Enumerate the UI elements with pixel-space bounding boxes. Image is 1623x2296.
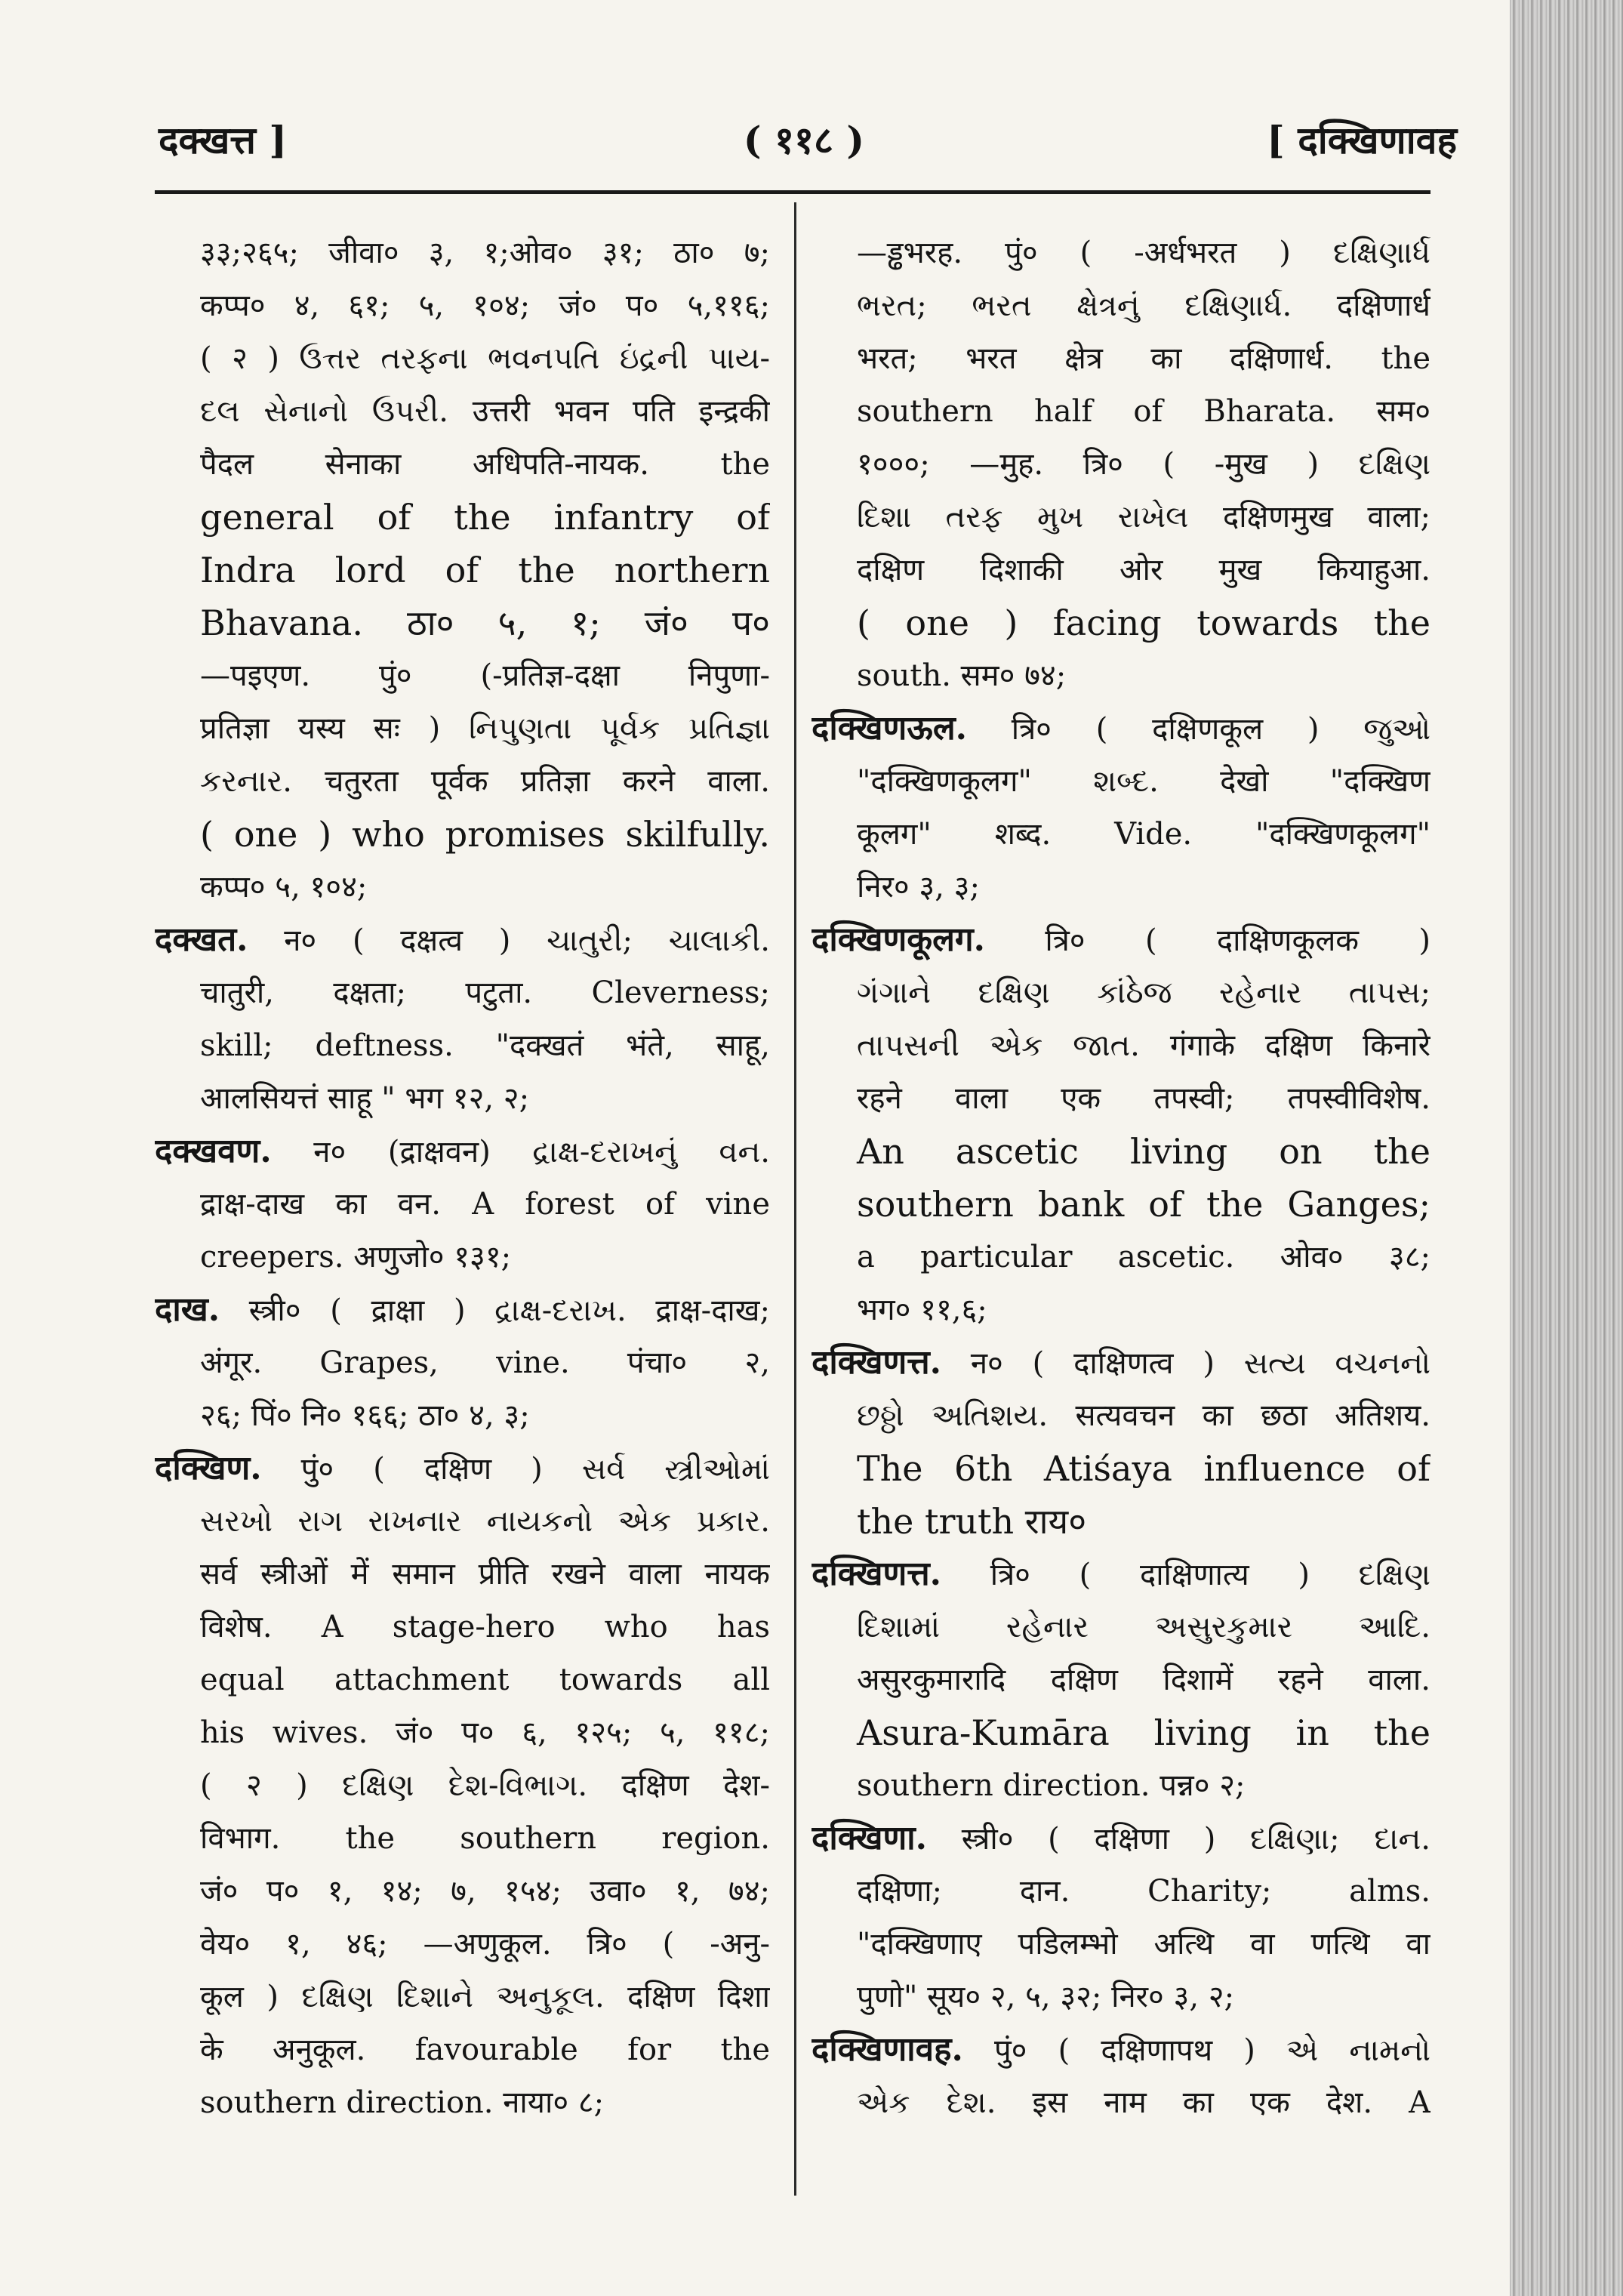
entry-headword-line xyxy=(155,1442,770,1495)
line-text: ( one ) who promises skilfully. xyxy=(200,814,770,855)
entry-text-line xyxy=(155,1653,770,1706)
entry-text-line xyxy=(812,491,1431,544)
line-text: प्रतिज्ञा यस्य सः ) નિપુણતા પૂર્વક પ્રતિજ્ઞા xyxy=(200,711,770,746)
line-text: विभाग. the southern region. xyxy=(200,1821,770,1856)
entry-text-line xyxy=(812,1284,1431,1336)
line-text: भग० ११,६; xyxy=(857,1293,987,1327)
entry-headword-line xyxy=(812,914,1431,966)
line-text: દિશામાં રહેનાર અસુરકુમાર આદિ. xyxy=(857,1610,1431,1644)
entry-text-line xyxy=(155,1548,770,1601)
entry-text-line xyxy=(155,1865,770,1918)
line-text: his wives. जं० प० ६, १२५; ५, ११८; xyxy=(200,1715,770,1750)
entry-text-line xyxy=(155,2023,770,2076)
line-text: દલ સેનાનો ઉપરી. उत्तरी भवन पति इन्द्रकी xyxy=(200,394,770,429)
line-text: द्राक्ष-दाख का वन. A forest of vine xyxy=(200,1187,770,1222)
entry-headword-line xyxy=(812,702,1431,755)
line-text: ગંગાને દક્ષિણ કાંઠેજ રહેનાર તાપસ; xyxy=(857,975,1431,1010)
page-number: ( ११८ ) xyxy=(743,118,865,162)
line-text: skill; deftness. "दक्खतं भंते, साहू, xyxy=(200,1028,770,1063)
entry-text-line xyxy=(812,861,1431,914)
line-text: equal attachment towards all xyxy=(200,1663,770,1697)
line-text: ( २ ) દક્ષિણ દેશ-વિભાગ. दक्षिण देश- xyxy=(200,1768,770,1803)
line-text: southern half of Bharata. सम० xyxy=(857,394,1431,429)
headword: दक्खिण. xyxy=(155,1449,262,1487)
headword: दक्खिणत्त. xyxy=(812,1555,942,1593)
entry-text-line xyxy=(812,1072,1431,1125)
entry-headword-line xyxy=(155,914,770,966)
line-text: के अनुकूल. favourable for the xyxy=(200,2032,770,2067)
entry-text-line xyxy=(812,649,1431,702)
entry-text-line xyxy=(812,385,1431,438)
entry-text-line xyxy=(155,1812,770,1865)
entry-text-line xyxy=(155,966,770,1019)
line-text: general of the infantry of xyxy=(200,497,770,538)
line-text: south. सम० ७४; xyxy=(857,658,1067,693)
line-text: विशेष. A stage-hero who has xyxy=(200,1610,770,1644)
line-text: पुणो" सूय० २, ५, ३२; निर० ३, २; xyxy=(857,1980,1235,2014)
line-text: Indra lord of the northern xyxy=(200,550,770,590)
line-text: ३३;२६५; जीवा० ३, १;ओव० ३१; ठा० ७; xyxy=(200,236,770,270)
line-text: निर० ३, ३; xyxy=(857,870,980,905)
line-text: असुरकुमारादि दक्षिण दिशामें रहने वाला. xyxy=(857,1663,1431,1697)
entry-text-line xyxy=(812,1601,1431,1653)
line-text: न० ( दाक्षिणत्व ) સત્ય વચનનો xyxy=(941,1346,1431,1381)
line-text: पुं० ( दक्षिण ) સર્વ સ્ત્રીઓમાં xyxy=(261,1452,770,1487)
entry-text-line xyxy=(155,649,770,702)
entry-text-line xyxy=(155,1019,770,1072)
headword: दक्खिणा. xyxy=(812,1819,927,1857)
entry-text-line xyxy=(155,861,770,914)
headword: दक्खिणकूलग. xyxy=(812,920,985,959)
line-text: त्रि० ( दाक्षिणात्य ) દક્ષિણ xyxy=(941,1558,1431,1592)
entry-text-line xyxy=(812,1865,1431,1918)
line-text: पैदल सेनाका अधिपति-नायक. the xyxy=(200,447,770,482)
header-left-guideword: दक्खत्त ] xyxy=(159,118,288,162)
entry-text-line xyxy=(812,808,1431,861)
line-text: जं० प० १, १४; ७, १५४; उवा० १, ७४; xyxy=(200,1874,770,1909)
entry-text-line xyxy=(155,1706,770,1759)
entry-text-line xyxy=(812,279,1431,332)
header-rule xyxy=(155,190,1431,194)
line-text: છઠ્ઠો અતિશય. सत्यवचन का छठा अतिशय. xyxy=(857,1398,1431,1433)
line-text: એક દેશ. इस नाम का एक देश. A xyxy=(857,2085,1431,2120)
line-text: चातुरी, दक्षता; पटुता. Cleverness; xyxy=(200,975,770,1010)
line-text: —ड्ढभरह. पुं० ( -अर्धभरत ) દક્ષિણાર્ધ xyxy=(857,236,1431,270)
entry-text-line xyxy=(812,1178,1431,1231)
line-text: पुं० ( दक्षिणापथ ) એ નામનો xyxy=(962,2033,1431,2068)
entry-text-line xyxy=(155,279,770,332)
line-text: Asura-Kumāra living in the xyxy=(857,1712,1431,1753)
entry-text-line xyxy=(155,438,770,491)
entry-text-line xyxy=(155,1495,770,1548)
line-text: તાપસની એક જાત. गंगाके दक्षिण किनारे xyxy=(857,1028,1431,1063)
entry-text-line xyxy=(155,1601,770,1653)
entry-text-line xyxy=(155,702,770,755)
entry-text-line xyxy=(155,385,770,438)
entry-text-line xyxy=(155,1918,770,1971)
line-text: દિશા તરફ મુખ રાખેલ दक्षिणमुख वाला; xyxy=(857,500,1431,535)
line-text: न० (द्राक्षवन) દ્રાક્ષ-દરાખનું વન. xyxy=(271,1135,770,1170)
entry-text-line xyxy=(812,966,1431,1019)
entry-text-line xyxy=(812,1019,1431,1072)
entry-text-line xyxy=(155,544,770,596)
entry-text-line xyxy=(812,1231,1431,1284)
line-text: दक्षिणा; दान. Charity; alms. xyxy=(857,1874,1431,1909)
line-text: न० ( दक्षत्व ) ચાતુરી; ચાલાકી. xyxy=(248,923,770,958)
entry-text-line xyxy=(155,1971,770,2023)
entry-headword-line xyxy=(155,1284,770,1336)
entry-text-line xyxy=(812,1653,1431,1706)
line-text: त्रि० ( दक्षिणकूल ) જુઓ xyxy=(966,712,1431,747)
line-text: स्त्री० ( द्राक्षा ) દ્રાક્ષ-દરાખ. द्राक्ष-दाख; xyxy=(220,1293,770,1328)
line-text: अंगूर. Grapes, vine. पंचा० २, xyxy=(200,1345,770,1380)
entry-headword-line xyxy=(812,2023,1431,2076)
entry-text-line xyxy=(155,332,770,385)
entry-text-line xyxy=(812,755,1431,808)
line-text: वेय० १, ४६; —अणुकूल. त्रि० ( -अनु- xyxy=(200,1927,770,1962)
line-text: સરખો રાગ રાખનાર નાયકનો એક પ્રકાર. xyxy=(200,1504,770,1539)
entry-headword-line xyxy=(812,1336,1431,1389)
line-text: ( one ) facing towards the xyxy=(857,603,1431,643)
headword: दक्खिणावह. xyxy=(812,2030,963,2069)
entry-text-line xyxy=(812,1125,1431,1178)
entry-text-line xyxy=(812,1706,1431,1759)
entry-text-line xyxy=(155,1759,770,1812)
line-text: southern direction. पन्न० २; xyxy=(857,1768,1246,1803)
entry-text-line xyxy=(812,1389,1431,1442)
line-text: कूलग" शब्द. Vide. "दक्खिणकूलग" xyxy=(857,817,1431,852)
entry-text-line xyxy=(155,1231,770,1284)
entry-text-line xyxy=(155,1336,770,1389)
headword: दक्खिणऊल. xyxy=(812,709,967,747)
entry-text-line xyxy=(812,1918,1431,1971)
entry-text-line xyxy=(812,227,1431,279)
headword: दाख. xyxy=(155,1290,220,1329)
left-column xyxy=(155,227,770,2129)
entry-text-line xyxy=(155,1389,770,1442)
line-text: रहने वाला एक तपस्वी; तपस्वीविशेष. xyxy=(857,1081,1431,1116)
entry-text-line xyxy=(812,1495,1431,1548)
line-text: કરનાર. चतुरता पूर्वक प्रतिज्ञा करने वाला. xyxy=(200,764,770,799)
header-right-guideword: [ दक्खिणावह xyxy=(1267,118,1457,162)
book-edge-shading xyxy=(1510,0,1623,2296)
line-text: The 6th Atiśaya influence of xyxy=(857,1448,1431,1489)
entry-text-line xyxy=(155,227,770,279)
line-text: ભરત; ભરત ક્ષેત્રનું દક્ષિણાર્ધ. दक्षिणार्ध xyxy=(857,288,1431,323)
entry-text-line xyxy=(155,1072,770,1125)
line-text: An ascetic living on the xyxy=(857,1131,1431,1172)
entry-text-line xyxy=(812,332,1431,385)
line-text: ( २ ) ઉત્તર તરફના ભવનપતિ ઇંદ્રની પાય- xyxy=(200,341,770,376)
line-text: a particular ascetic. ओव० ३८; xyxy=(857,1240,1431,1274)
entry-text-line xyxy=(155,596,770,649)
line-text: २६; पिं० नि० १६६; ठा० ४, ३; xyxy=(200,1398,530,1433)
line-text: "दक्खिणकूलग" શબ્દ. देखो "दक्खिण xyxy=(857,764,1431,799)
entry-headword-line xyxy=(812,1812,1431,1865)
line-text: भरत; भरत क्षेत्र का दक्षिणार्ध. the xyxy=(857,341,1431,376)
entry-text-line xyxy=(812,544,1431,596)
line-text: "दक्खिणाए पडिलम्भो अत्थि वा णत्थि वा xyxy=(857,1927,1431,1962)
line-text: कूल ) દક્ષિણ દિશાને અનુકૂલ. दक्षिण दिशा xyxy=(200,1980,770,2014)
line-text: स्त्री० ( दक्षिणा ) દક્ષિણા; દાન. xyxy=(927,1822,1431,1857)
line-text: the truth राय० xyxy=(857,1501,1087,1542)
entry-text-line xyxy=(155,2076,770,2129)
line-text: त्रि० ( दाक्षिणकूलक ) xyxy=(985,923,1431,958)
line-text: १०००; —मुह. त्रि० ( -मुख ) દક્ષિણ xyxy=(857,447,1431,482)
entry-text-line xyxy=(155,491,770,544)
line-text: southern direction. नाया० ८; xyxy=(200,2085,605,2120)
headword: दक्खवण. xyxy=(155,1132,272,1170)
entry-headword-line xyxy=(155,1125,770,1178)
entry-text-line xyxy=(155,755,770,808)
entry-text-line xyxy=(155,808,770,861)
column-divider xyxy=(794,202,796,2196)
line-text: आलसियत्तं साहू " भग १२, २; xyxy=(200,1081,530,1116)
line-text: southern bank of the Ganges; xyxy=(857,1184,1431,1225)
entry-text-line xyxy=(812,1442,1431,1495)
line-text: कप्प० ५, १०४; xyxy=(200,870,368,905)
line-text: creepers. अणुजो० १३१; xyxy=(200,1240,512,1274)
line-text: सर्व स्त्रीओं में समान प्रीति रखने वाला नायक xyxy=(200,1557,770,1592)
entry-text-line xyxy=(155,1178,770,1231)
right-column xyxy=(812,227,1431,2129)
headword: दक्खत. xyxy=(155,920,248,959)
headword: दक्खिणत्त. xyxy=(812,1343,942,1382)
line-text: Bhavana. ठा० ५, १; जं० प० xyxy=(200,603,770,643)
entry-text-line xyxy=(812,596,1431,649)
line-text: दक्षिण दिशाकी ओर मुख कियाहुआ. xyxy=(857,553,1431,587)
entry-text-line xyxy=(812,1759,1431,1812)
entry-headword-line xyxy=(812,1548,1431,1601)
line-text: —पइएण. पुं० (-प्रतिज्ञ-दक्षा निपुणा- xyxy=(200,658,770,693)
entry-text-line xyxy=(812,2076,1431,2129)
entry-text-line xyxy=(812,1971,1431,2023)
line-text: कप्प० ४, ६१; ५, १०४; जं० प० ५,११६; xyxy=(200,288,770,323)
entry-text-line xyxy=(812,438,1431,491)
